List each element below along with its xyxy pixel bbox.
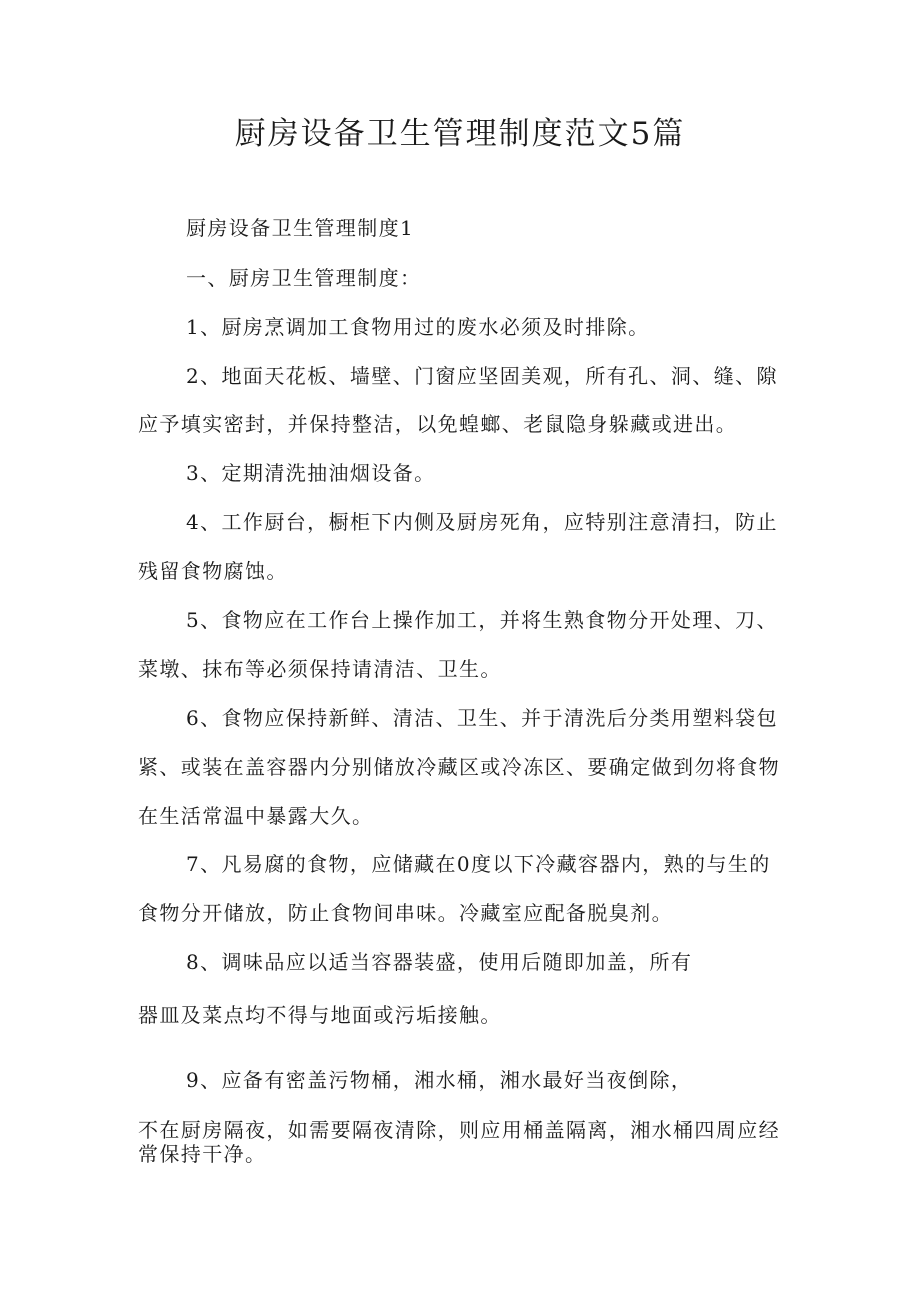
paragraph-6-line: 紧、或装在盖容器内分别储放冷藏区或冷冻区、要确定做到勿将食物 [138,755,780,779]
paragraph-9-line: 9、应备有密盖污物桶，湘水桶，湘水最好当夜倒除， [186,1068,693,1092]
paragraph-6-line: 6、食物应保持新鲜、清洁、卫生、并于清洗后分类用塑料袋包 [186,706,778,730]
paragraph-4-line: 残留食物腐蚀。 [138,559,288,583]
paragraph-2-line: 应予填实密封，并保持整洁，以免蝗螂、老鼠隐身躲藏或进出。 [138,412,738,436]
paragraph-2-line: 2、地面天花板、墙壁、门窗应坚固美观，所有孔、洞、缝、隙 [186,364,778,388]
paragraph-9-line: 不在厨房隔夜，如需要隔夜清除，则应用桶盖隔离，湘水桶四周应经 [138,1118,780,1142]
document-title: 厨房设备卫生管理制度范文5篇 [234,116,686,152]
paragraph-5-line: 菜墩、抹布等必须保持请清洁、卫生。 [138,657,502,681]
paragraph-4-line: 4、工作厨台，橱柜下内侧及厨房死角，应特别注意清扫，防止 [186,510,778,534]
paragraph-6-line: 在生活常温中暴露大久。 [138,804,374,828]
paragraph-8-line: 8、调味品应以适当容器装盛，使用后随即加盖，所有 [186,950,693,974]
paragraph-8-line: 器皿及菜点均不得与地面或污垢接触。 [138,1003,502,1027]
section-heading: 一、厨房卫生管理制度： [186,266,422,290]
paragraph-7-line: 7、凡易腐的食物，应储藏在0度以下冷藏容器内，熟的与生的 [186,852,771,876]
paragraph-5-line: 5、食物应在工作台上操作加工，并将生熟食物分开处理、刀、 [186,608,778,632]
document-subtitle: 厨房设备卫生管理制度1 [186,216,415,240]
paragraph-9-line: 常保持干净。 [138,1142,267,1166]
paragraph-7-line: 食物分开储放，防止食物间串味。冷藏室应配备脱臭剂。 [138,901,673,925]
paragraph-1-line: 1、厨房烹调加工食物用过的废水必须及时排除。 [186,315,650,339]
paragraph-3-line: 3、定期清洗抽油烟设备。 [186,461,436,485]
